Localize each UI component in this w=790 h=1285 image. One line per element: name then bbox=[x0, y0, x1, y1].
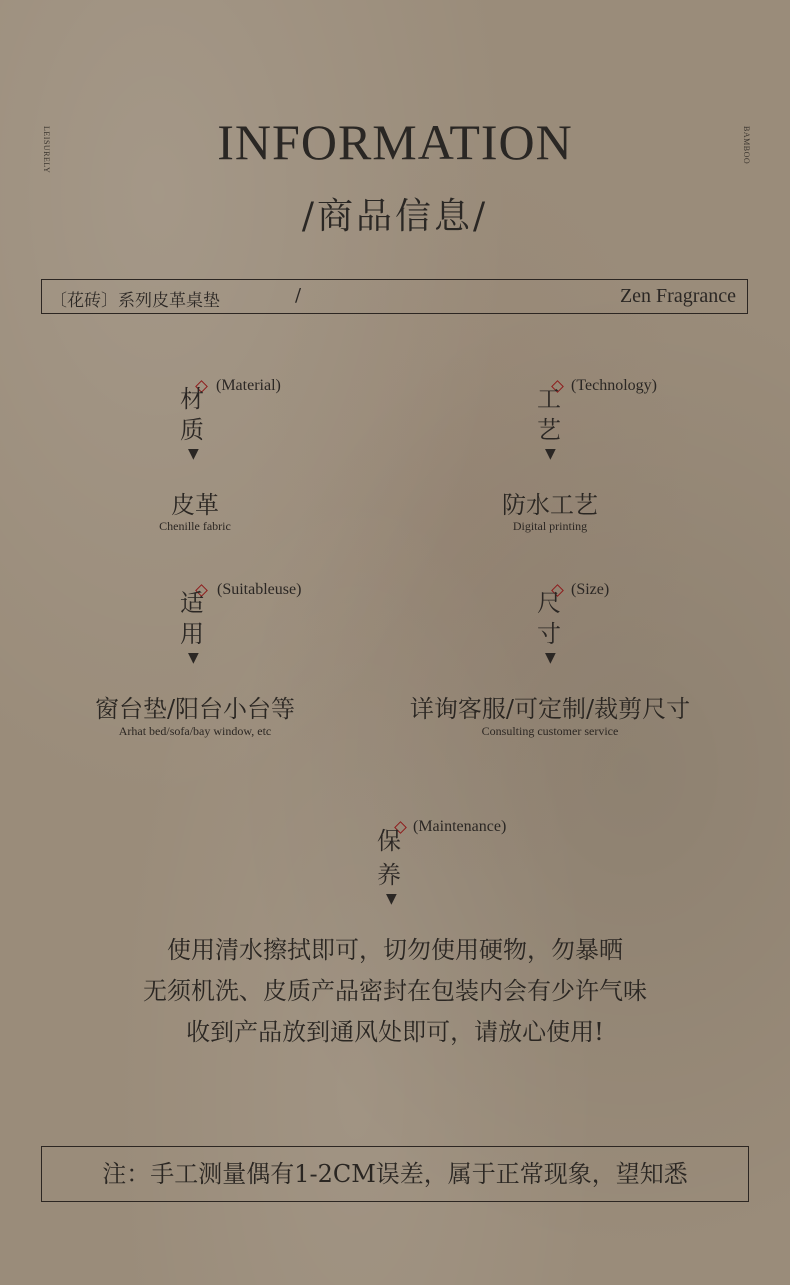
use-label-en: (Suitableuse) bbox=[217, 581, 302, 598]
material-label-1: 材 bbox=[180, 385, 204, 413]
material-value: 皮革 bbox=[171, 491, 219, 519]
maintenance-label-1: 保 bbox=[377, 827, 401, 855]
product-name: 〔花砖〕系列皮革桌垫 bbox=[50, 291, 220, 311]
use-label-2: 用 bbox=[180, 620, 204, 648]
arrow-down-icon: ▼ bbox=[545, 446, 556, 462]
material-value-en: Chenille fabric bbox=[159, 519, 231, 533]
material-label-2: 质 bbox=[180, 416, 204, 444]
page-subtitle: /商品信息/ bbox=[301, 196, 489, 237]
maintenance-text bbox=[0, 930, 790, 1053]
size-label-2: 寸 bbox=[537, 620, 561, 648]
size-value: 详询客服/可定制/裁剪尺寸 bbox=[409, 695, 691, 723]
bar-divider: / bbox=[295, 285, 302, 306]
maintenance-label-en: (Maintenance) bbox=[413, 818, 507, 835]
technology-label-en: (Technology) bbox=[571, 377, 657, 394]
use-label-1: 适 bbox=[180, 589, 204, 617]
maintenance-line: 使用清水擦拭即可，切勿使用硬物，勿暴晒 bbox=[167, 936, 623, 964]
use-value-en: Arhat bed/sofa/bay window, etc bbox=[118, 724, 272, 738]
measurement-note: 注：手工测量偶有1-2CM误差，属于正常现象，望知悉 bbox=[41, 1146, 749, 1202]
technology-label-1: 工 bbox=[537, 385, 561, 413]
technology-value: 防水工艺 bbox=[502, 491, 598, 519]
maintenance-line: 收到产品放到通风处即可，请放心使用! bbox=[186, 1018, 604, 1046]
technology-label-2: 艺 bbox=[537, 416, 561, 444]
page-title: INFORMATION bbox=[217, 114, 573, 170]
material-label-en: (Material) bbox=[216, 377, 281, 394]
maintenance-label-2: 养 bbox=[377, 861, 401, 889]
brand-name: Zen Fragrance bbox=[619, 285, 736, 307]
arrow-down-icon: ▼ bbox=[188, 650, 199, 666]
arrow-down-icon: ▼ bbox=[545, 650, 556, 666]
arrow-down-icon: ▼ bbox=[386, 891, 397, 907]
side-label-left: LEISURELY bbox=[42, 126, 51, 174]
size-label-en: (Size) bbox=[571, 581, 610, 598]
side-label-right: BAMBOO bbox=[742, 126, 751, 165]
use-value: 窗台垫/阳台小台等 bbox=[94, 695, 296, 723]
size-label-1: 尺 bbox=[537, 589, 561, 617]
arrow-down-icon: ▼ bbox=[188, 446, 199, 462]
size-value-en: Consulting customer service bbox=[481, 724, 619, 738]
maintenance-line: 无须机洗、皮质产品密封在包装内会有少许气味 bbox=[143, 977, 647, 1005]
technology-value-en: Digital printing bbox=[512, 519, 588, 533]
product-name-bar bbox=[41, 279, 748, 314]
